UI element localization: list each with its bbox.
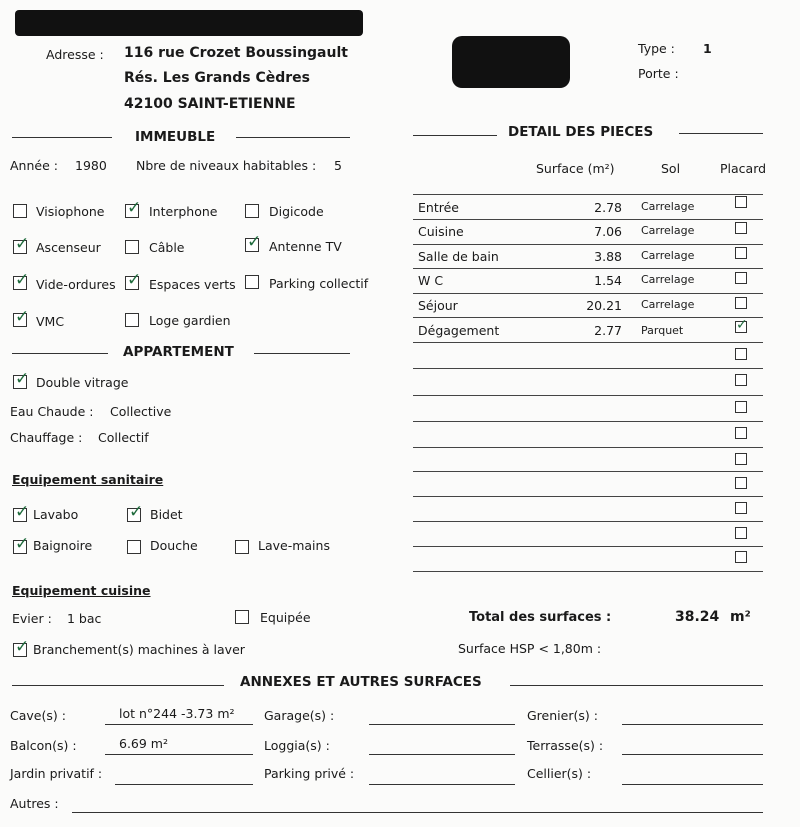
piece-name: Séjour: [418, 298, 458, 313]
address-line3: 42100 SAINT-ETIENNE: [124, 96, 296, 112]
pieces-title: DETAIL DES PIECES: [508, 124, 654, 140]
digicode-label: Digicode: [269, 204, 324, 219]
placard-checkbox[interactable]: [735, 247, 747, 259]
eau-chaude-label: Eau Chaude :: [10, 404, 94, 419]
type-value: 1: [703, 41, 712, 56]
divider: [254, 353, 350, 354]
divider: [413, 135, 497, 136]
row-divider: [413, 471, 763, 472]
autres-field-line: [72, 812, 763, 813]
chauffage-value: Collectif: [98, 430, 149, 445]
cuisine-title: Equipement cuisine: [12, 583, 151, 598]
espaces-verts-label: Espaces verts: [149, 277, 236, 292]
piece-sol: Carrelage: [641, 273, 695, 286]
placard-checkbox[interactable]: [735, 401, 747, 413]
piece-name: Entrée: [418, 200, 459, 215]
lavabo-checkbox[interactable]: [13, 502, 30, 522]
divider: [12, 685, 224, 686]
row-divider: [413, 496, 763, 497]
placard-checkbox[interactable]: [735, 222, 747, 234]
row-divider: [413, 219, 763, 220]
garage-field-line: [369, 724, 515, 725]
piece-surface: 3.88: [594, 249, 622, 264]
divider: [236, 137, 350, 138]
cable-label: Câble: [149, 240, 185, 255]
vmc-checkbox[interactable]: [13, 307, 30, 327]
bidet-label: Bidet: [150, 507, 183, 522]
placard-checkbox[interactable]: [735, 196, 747, 208]
cable-checkbox[interactable]: [125, 240, 139, 254]
garage-label: Garage(s) :: [264, 708, 335, 723]
total-unit: m²: [730, 609, 751, 625]
placard-checkbox[interactable]: [735, 272, 747, 284]
loge-gardien-label: Loge gardien: [149, 313, 231, 328]
cave-value: lot n°244 -3.73 m²: [119, 706, 235, 721]
divider: [679, 133, 763, 134]
total-label: Total des surfaces :: [469, 610, 612, 625]
piece-name: Cuisine: [418, 224, 464, 239]
piece-surface: 7.06: [594, 224, 622, 239]
piece-surface: 20.21: [586, 298, 622, 313]
immeuble-title: IMMEUBLE: [135, 129, 216, 145]
row-divider: [413, 421, 763, 422]
chauffage-label: Chauffage :: [10, 430, 83, 445]
antenne-tv-checkbox[interactable]: [245, 232, 262, 252]
visiophone-label: Visiophone: [36, 204, 105, 219]
vide-ordures-label: Vide-ordures: [36, 277, 116, 292]
placard-checkbox[interactable]: [735, 453, 747, 465]
branchement-label: Branchement(s) machines à laver: [33, 642, 245, 657]
divider: [12, 353, 108, 354]
row-divider: [413, 268, 763, 269]
total-value: 38.24: [675, 609, 720, 625]
placard-checkbox[interactable]: [735, 374, 747, 386]
col-surface: Surface (m²): [536, 161, 615, 176]
lave-mains-label: Lave-mains: [258, 538, 330, 553]
cave-label: Cave(s) :: [10, 708, 66, 723]
cave-field-line: [105, 724, 253, 725]
grenier-field-line: [622, 724, 763, 725]
terrasse-field-line: [622, 754, 763, 755]
ascenseur-label: Ascenseur: [36, 240, 101, 255]
row-divider: [413, 546, 763, 547]
piece-sol: Parquet: [641, 324, 684, 337]
digicode-checkbox[interactable]: [245, 204, 259, 218]
cellier-field-line: [622, 784, 763, 785]
check-icon: ✓: [15, 534, 30, 554]
balcon-field-line: [105, 754, 253, 755]
address-line2: Rés. Les Grands Cèdres: [124, 70, 310, 86]
row-divider: [413, 571, 763, 572]
row-divider: [413, 244, 763, 245]
placard-checkbox[interactable]: [735, 527, 747, 539]
row-divider: [413, 194, 763, 195]
check-icon: ✓: [127, 270, 142, 290]
antenne-tv-label: Antenne TV: [269, 239, 342, 254]
eau-chaude-value: Collective: [110, 404, 172, 419]
annee-label: Année :: [10, 158, 58, 173]
sanitaire-title: Equipement sanitaire: [12, 472, 164, 487]
type-label: Type :: [638, 41, 675, 56]
row-divider: [413, 342, 763, 343]
placard-checkbox[interactable]: [735, 348, 747, 360]
piece-sol: Carrelage: [641, 200, 695, 213]
piece-name: Salle de bain: [418, 249, 499, 264]
parking-collectif-checkbox[interactable]: [245, 275, 259, 289]
col-sol: Sol: [661, 161, 681, 176]
loggia-label: Loggia(s) :: [264, 738, 330, 753]
baignoire-checkbox[interactable]: [13, 534, 30, 554]
evier-value: 1 bac: [67, 611, 102, 626]
jardin-label: Jardin privatif :: [10, 766, 103, 781]
placard-checkbox[interactable]: [735, 502, 747, 514]
parking-field-line: [369, 784, 515, 785]
divider: [12, 137, 112, 138]
double-vitrage-label: Double vitrage: [36, 375, 129, 390]
douche-checkbox[interactable]: [127, 540, 141, 554]
hsp-label: Surface HSP < 1,80m :: [458, 641, 602, 656]
owner-redaction: [15, 10, 363, 36]
address-label: Adresse :: [46, 47, 104, 62]
lot-redaction: [452, 36, 570, 88]
check-icon: ✓: [15, 369, 30, 389]
row-divider: [413, 317, 763, 318]
loge-gardien-checkbox[interactable]: [125, 313, 139, 327]
row-divider: [413, 447, 763, 448]
piece-surface: 2.77: [594, 323, 622, 338]
check-icon: ✓: [129, 502, 144, 522]
grenier-label: Grenier(s) :: [527, 708, 598, 723]
balcon-value: 6.69 m²: [119, 736, 168, 751]
piece-surface: 2.78: [594, 200, 622, 215]
divider: [510, 685, 763, 686]
bidet-checkbox[interactable]: [127, 502, 144, 522]
check-icon: ✓: [247, 232, 262, 252]
row-divider: [413, 293, 763, 294]
check-icon: ✓: [15, 502, 30, 522]
placard-checkbox[interactable]: [735, 427, 747, 439]
interphone-label: Interphone: [149, 204, 218, 219]
cellier-label: Cellier(s) :: [527, 766, 592, 781]
jardin-field-line: [115, 784, 253, 785]
balcon-label: Balcon(s) :: [10, 738, 77, 753]
piece-surface: 1.54: [594, 273, 622, 288]
placard-checkbox[interactable]: [735, 551, 747, 563]
terrasse-label: Terrasse(s) :: [527, 738, 604, 753]
placard-checkbox[interactable]: [735, 477, 747, 489]
vide-ordures-checkbox[interactable]: [13, 270, 30, 290]
autres-label: Autres :: [10, 796, 59, 811]
check-icon: ✓: [15, 637, 30, 657]
interphone-checkbox[interactable]: [125, 198, 142, 218]
equipee-checkbox[interactable]: [235, 610, 249, 624]
lave-mains-checkbox[interactable]: [235, 540, 249, 554]
row-divider: [413, 368, 763, 369]
annee-value: 1980: [75, 158, 107, 173]
parking-prive-label: Parking privé :: [264, 766, 355, 781]
equipee-label: Equipée: [260, 610, 311, 625]
appartement-title: APPARTEMENT: [123, 344, 234, 360]
piece-sol: Carrelage: [641, 249, 695, 262]
annexes-title: ANNEXES ET AUTRES SURFACES: [240, 674, 482, 690]
visiophone-checkbox[interactable]: [13, 204, 27, 218]
check-icon: ✓: [15, 307, 30, 327]
niveaux-label: Nbre de niveaux habitables :: [136, 158, 317, 173]
lavabo-label: Lavabo: [33, 507, 79, 522]
check-icon: ✓: [15, 270, 30, 290]
placard-checkbox[interactable]: [735, 317, 748, 333]
douche-label: Douche: [150, 538, 198, 553]
row-divider: [413, 521, 763, 522]
loggia-field-line: [369, 754, 515, 755]
parking-collectif-label: Parking collectif: [269, 276, 369, 291]
check-icon: ✓: [15, 234, 30, 254]
col-placard: Placard: [720, 161, 767, 176]
evier-label: Evier :: [12, 611, 52, 626]
piece-name: Dégagement: [418, 323, 500, 338]
placard-checkbox[interactable]: [735, 297, 747, 309]
row-divider: [413, 395, 763, 396]
piece-name: W C: [418, 273, 444, 288]
address-line1: 116 rue Crozet Boussingault: [124, 45, 348, 61]
piece-sol: Carrelage: [641, 298, 695, 311]
baignoire-label: Baignoire: [33, 538, 93, 553]
branchement-checkbox[interactable]: [13, 637, 30, 657]
double-vitrage-checkbox[interactable]: [13, 369, 30, 389]
ascenseur-checkbox[interactable]: [13, 234, 30, 254]
vmc-label: VMC: [36, 314, 65, 329]
espaces-verts-checkbox[interactable]: [125, 270, 142, 290]
check-icon: ✓: [127, 198, 142, 218]
check-icon: ✓: [736, 317, 748, 333]
porte-label: Porte :: [638, 66, 679, 81]
niveaux-value: 5: [334, 158, 342, 173]
piece-sol: Carrelage: [641, 224, 695, 237]
